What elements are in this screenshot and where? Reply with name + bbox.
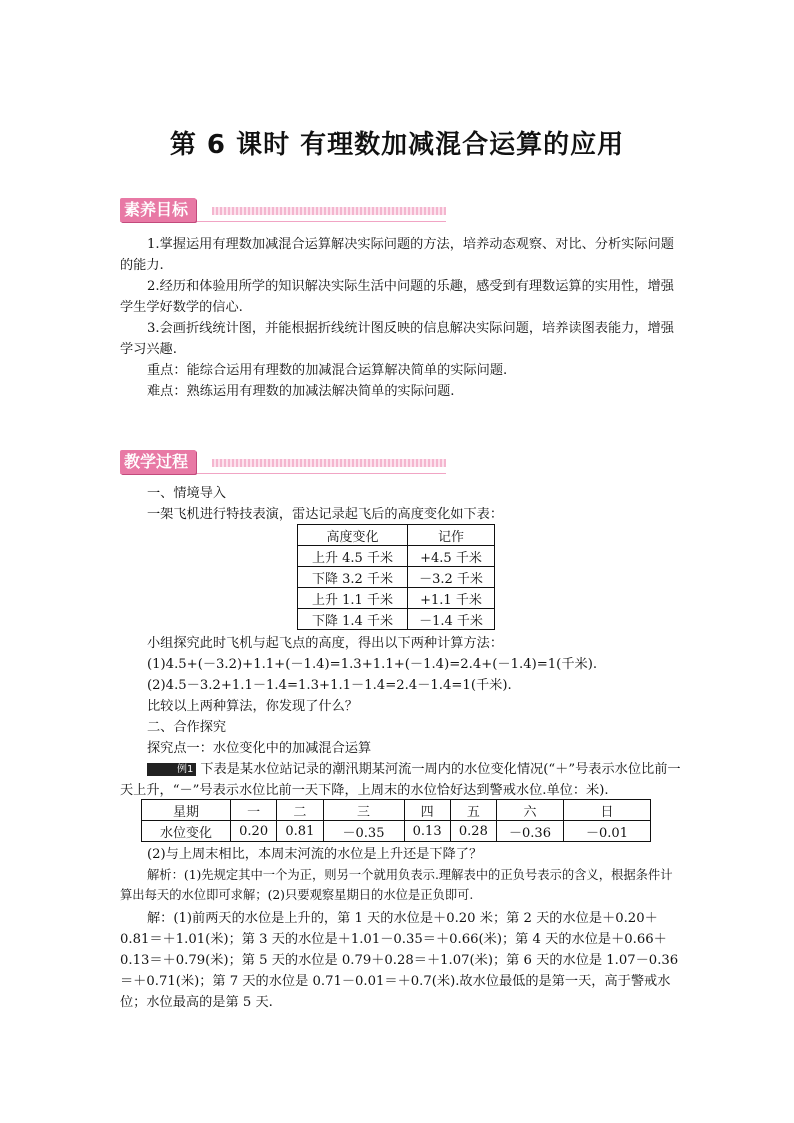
page-title: 第 6 课时 有理数加减混合运算的应用 (169, 130, 625, 160)
table-cell: 0.81 (277, 821, 323, 842)
section-decoration (212, 459, 446, 467)
table-header-cell: 星期 (142, 800, 231, 821)
example-1 (120, 759, 682, 801)
table-header-cell: 一 (231, 800, 277, 821)
section-header-process (120, 450, 446, 474)
table-header-row (298, 525, 495, 546)
section-title: 素养目标 (120, 198, 196, 222)
key-point: 重点：能综合运用有理数的加减混合运算解决简单的实际问题. (147, 363, 508, 378)
table-cell: 下降 3.2 千米 (298, 567, 408, 588)
heading-cooperation: 二、合作探究 (147, 720, 227, 735)
table-cell: －0.36 (497, 821, 564, 842)
solution-block (120, 844, 682, 1013)
table-header-row (142, 800, 651, 821)
table-cell: 水位变化 (142, 821, 231, 842)
table-row (142, 821, 651, 842)
analysis-text: 解析：(1)先规定其中一个为正，则另一个就用负表示.理解表中的正负号表示的含义，根据条件计算出每天的水位即可求解；(2)只要观察星期日的水位是正负即可. (120, 868, 673, 902)
water-level-table (141, 799, 651, 842)
table-cell: 上升 1.1 千米 (298, 588, 408, 609)
section-header-goals (120, 198, 446, 222)
table-header-cell: 四 (404, 800, 450, 821)
intro-block (120, 483, 682, 525)
table-header-cell: 六 (497, 800, 564, 821)
goal-item: 2.经历和体验用所学的知识解决实际生活中问题的乐趣，感受到有理数运算的实用性，增强学生学好数学的信心. (120, 279, 674, 315)
table-cell: 下降 1.4 千米 (298, 609, 408, 630)
table-row (298, 609, 495, 630)
method-1: (1)4.5+(－3.2)+1.1+(－1.4)=1.3+1.1+(－1.4)=2.4+(－1.4)=1(千米). (147, 657, 598, 672)
table-cell: 0.20 (231, 821, 277, 842)
table-cell: 0.28 (450, 821, 496, 842)
table-row (298, 567, 495, 588)
solution-text: 解：(1)前两天的水位是上升的，第 1 天的水位是＋0.20 米；第 2 天的水位是＋0.20＋0.81＝＋1.01(米)；第 3 天的水位是＋1.01－0.35＝＋0.66(米)；第 4 天的水位是＋0.66＋0.13＝＋0.79(米)；第 5 天的水位是 0.79＋0.28＝＋1.07(米)；第 6 天的水位是 1.07－0.36＝＋0.71(米)；第 7 天的水位是 0.71－0.01＝＋0.7(米).故水位最低的是第一天，高于警戒水位；水位最高的是第 5 天. (120, 911, 679, 1010)
intro-text: 一架飞机进行特技表演，雷达记录起飞后的高度变化如下表： (147, 507, 504, 522)
table-cell: 0.13 (404, 821, 450, 842)
table-header-cell: 三 (323, 800, 404, 821)
table-row (298, 588, 495, 609)
explore-text: 小组探究此时飞机与起飞点的高度，得出以下两种计算方法： (147, 636, 504, 651)
section-title: 教学过程 (120, 450, 196, 474)
table-header-cell: 记作 (408, 525, 495, 546)
table-cell: 上升 4.5 千米 (298, 546, 408, 567)
goal-item: 1.掌握运用有理数加减混合运算解决实际问题的方法，培养动态观察、对比、分析实际问题的能力. (120, 237, 674, 273)
table-cell: +4.5 千米 (408, 546, 495, 567)
table-cell: －0.35 (323, 821, 404, 842)
table-header-cell: 高度变化 (298, 525, 408, 546)
methods-block (120, 633, 682, 801)
altitude-table (297, 524, 495, 630)
example-text: 下表是某水位站记录的潮汛期某河流一周内的水位变化情况(“＋”号表示水位比前一天上升，“－”号表示水位比前一天下降，上周末的水位恰好达到警戒水位.单位：米). (120, 762, 681, 798)
table-row (298, 546, 495, 567)
explore-point-1: 探究点一：水位变化中的加减混合运算 (147, 741, 372, 756)
table-header-cell: 二 (277, 800, 323, 821)
goal-item: 3.会画折线统计图，并能根据折线统计图反映的信息解决实际问题，培养读图表能力，增强学习兴趣. (120, 321, 674, 357)
difficult-point: 难点：熟练运用有理数的加减法解决简单的实际问题. (147, 384, 455, 399)
table-cell: －1.4 千米 (408, 609, 495, 630)
table-header-cell: 日 (564, 800, 651, 821)
table-cell: －0.01 (564, 821, 651, 842)
compare-question: 比较以上两种算法，你发现了什么？ (147, 699, 358, 714)
table-header-cell: 五 (450, 800, 496, 821)
goals-block (120, 234, 682, 402)
table-cell: －3.2 千米 (408, 567, 495, 588)
section-decoration (212, 207, 446, 215)
method-2: (2)4.5－3.2+1.1－1.4=1.3+1.1－1.4=2.4－1.4=1(千米). (147, 678, 512, 693)
table-cell: +1.1 千米 (408, 588, 495, 609)
question-2: (2)与上周末相比，本周末河流的水位是上升还是下降了？ (147, 847, 483, 862)
heading-situation: 一、情境导入 (147, 486, 227, 501)
example-badge: 例1 (147, 763, 196, 776)
